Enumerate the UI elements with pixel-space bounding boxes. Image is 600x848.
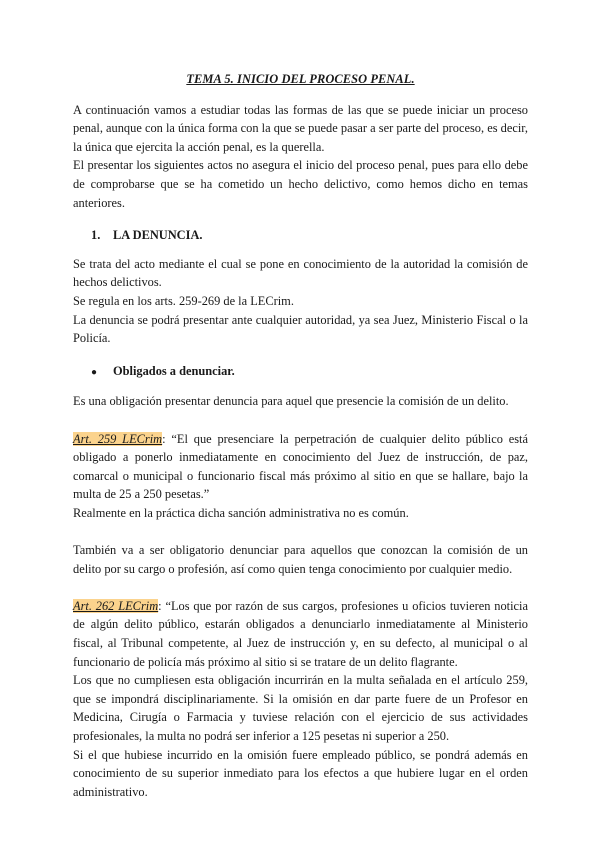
section-paragraph-3: La denuncia se podrá presentar ante cualquier autoridad, ya sea Juez, Ministerio Fiscal o la Policía. bbox=[73, 312, 528, 346]
page-title: TEMA 5. INICIO DEL PROCESO PENAL. bbox=[186, 72, 415, 86]
art-262-text: : “Los que por razón de sus cargos, profesiones u oficios tuvieren noticia de algún delito público, estarán obligados a denunciarlo inmediatamente al Ministerio fiscal, al Tribunal competente, al Juez de instrucción y, en su defecto, al municipal o al funcionario de policía más próximo al sitio si se tratare de un delito flagrante. bbox=[73, 598, 528, 669]
art-262-reference: Art. 262 LECrim bbox=[73, 598, 159, 613]
section-paragraph-2: Se regula en los arts. 259-269 de la LECrim. bbox=[73, 293, 294, 308]
section-paragraph-1: Se trata del acto mediante el cual se pone en conocimiento de la autoridad la comisión de hechos delictivos. bbox=[73, 256, 528, 290]
subsection-title: Obligados a denunciar. bbox=[113, 363, 235, 378]
also-obligated-paragraph: También va a ser obligatorio denunciar para aquellos que conozcan la comisión de un delito por su cargo o profesión, así como quien tenga conocimiento por cualquier medio. bbox=[73, 543, 528, 576]
art-259-reference: Art. 259 LECrim bbox=[73, 431, 163, 446]
art-259-text: : “El que presenciare la perpetración de cualquier delito público está obligado a ponerlo inmediatamente en conocimiento del Juez de instrucción, de paz, comarcal o municipal o funcionario fiscal más próximo al sitio en que se hallare, bajo la multa de 25 a 250 pesetas.” bbox=[73, 431, 528, 502]
subsection-heading bbox=[73, 362, 528, 383]
intro-paragraph-1: A continuación vamos a estudiar todas las formas de las que se puede iniciar un proceso penal, aunque con la única forma con la que se puede pasar a ser parte del proceso, es decir, la única que ejercita la acción penal, es la querella. bbox=[73, 102, 528, 154]
obligation-intro: Es una obligación presentar denuncia para aquel que presencie la comisión de un delito. bbox=[73, 394, 509, 409]
art-259-note: Realmente en la práctica dicha sanción administrativa no es común. bbox=[73, 505, 409, 520]
art-259-quote bbox=[73, 430, 528, 504]
section-title: LA DENUNCIA. bbox=[113, 228, 203, 243]
intro-paragraph-2: El presentar los siguientes actos no asegura el inicio del proceso penal, pues para ello debe de comprobarse que se ha cometido un hecho delictivo, como hemos dicho en temas anteriores. bbox=[73, 158, 528, 210]
section-number: 1. bbox=[91, 228, 101, 243]
bullet-icon: ● bbox=[91, 366, 98, 378]
art-262-quote bbox=[73, 597, 528, 671]
art-262-paragraph-3: Si el que hubiese incurrido en la omisión fuere empleado público, se pondrá además en conocimiento de su superior inmediato para los efectos a que hubiere lugar en el orden administrativo. bbox=[73, 747, 528, 799]
art-262-paragraph-2: Los que no cumpliesen esta obligación incurrirán en la multa señalada en el artículo 259, que se impondrá disciplinariamente. Si la omisión en dar parte fuere de un Profesor en Medicina, Cirugía o Farmacia y tuviese relación con el ejercicio de sus actividades profesionales, la multa no podrá ser inferior a 125 pesetas ni superior a 250. bbox=[73, 673, 528, 743]
section-heading bbox=[73, 226, 528, 245]
